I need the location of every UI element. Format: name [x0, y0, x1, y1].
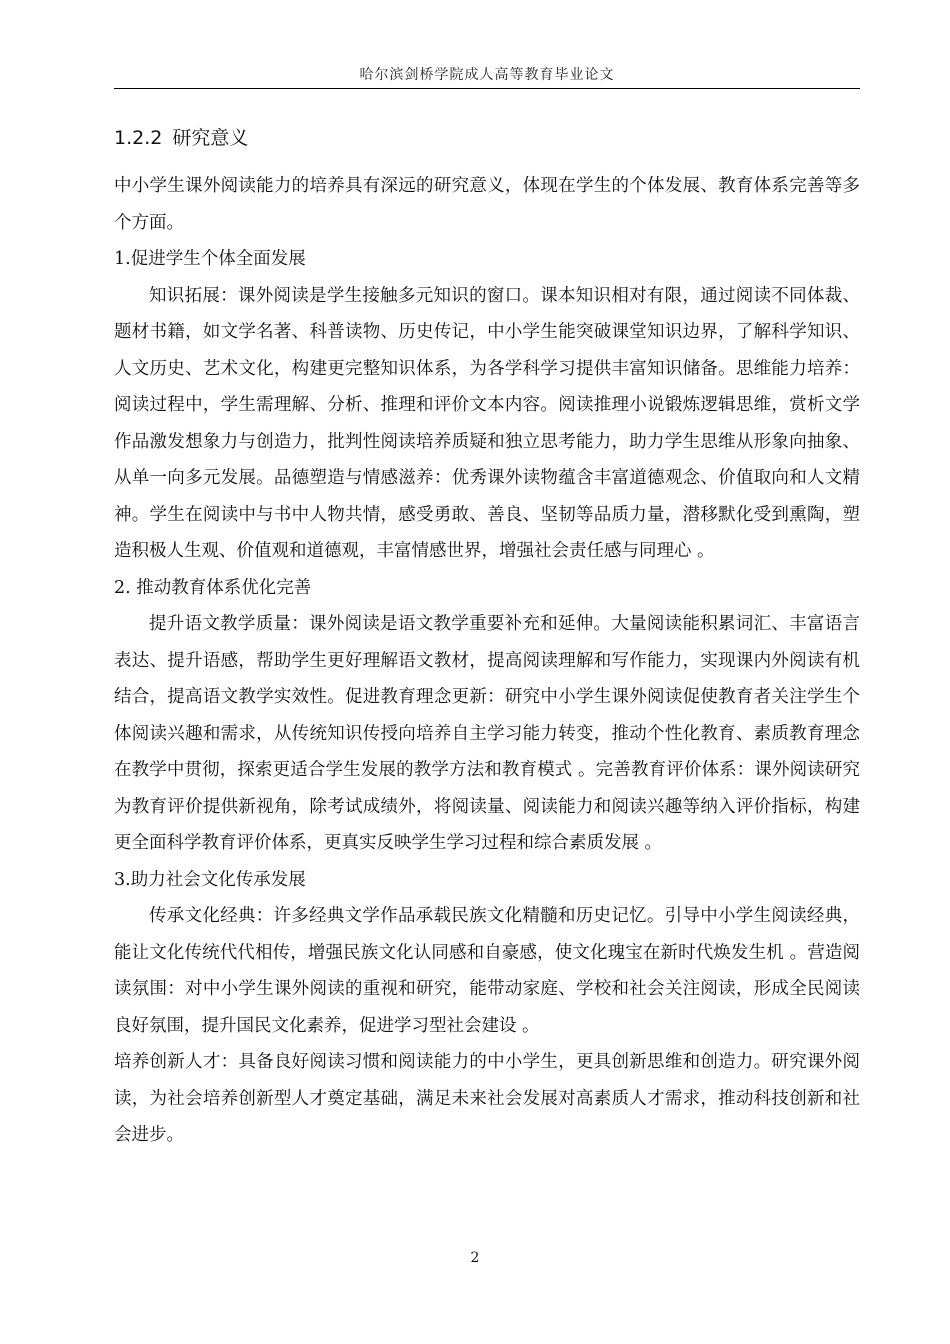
section-title: 研究意义: [172, 127, 249, 149]
subheading-2: 2. 推动教育体系优化完善: [114, 577, 312, 598]
closing-paragraph: 培养创新人才：具备良好阅读习惯和阅读能力的中小学生，更具创新思维和创造力。研究课外阅读，为社会培养创新型人才奠定基础，满足未来社会发展对高素质人才需求，推动科技创新和社会进步。: [114, 1052, 860, 1145]
section-heading: [114, 118, 860, 158]
page-body: [114, 118, 860, 1154]
section-number: 1.2.2: [114, 127, 163, 149]
subheading-1: 1.促进学生个体全面发展: [114, 249, 306, 269]
subheading-3: 3.助力社会文化传承发展: [114, 869, 306, 890]
intro-paragraph: 中小学生课外阅读能力的培养具有深远的研究意义，体现在学生的个体发展、教育体系完善等多个方面。: [114, 176, 860, 233]
running-header: 哈尔滨剑桥学院成人高等教育毕业论文: [359, 67, 615, 83]
paragraph-1: 知识拓展：课外阅读是学生接触多元知识的窗口。课本知识相对有限，通过阅读不同体裁、题材书籍，如文学名著、科普读物、历史传记，中小学生能突破课堂知识边界，了解科学知识、人文历史、艺术文化，构建更完整知识体系，为各学科学习提供丰富知识储备。思维能力培养：阅读过程中，学生需理解、分析、推理和评价文本内容。阅读推理小说锻炼逻辑思维，赏析文学作品激发想象力与创造力，批判性阅读培养质疑和独立思考能力，助力学生思维从形象向抽象、从单一向多元发展。品德塑造与情感滋养：优秀课外读物蕴含丰富道德观念、价值取向和人文精神。学生在阅读中与书中人物共情，感受勇敢、善良、坚韧等品质力量，潜移默化受到熏陶，塑造积极人生观、价值观和道德观，丰富情感世界，增强社会责任感与同理心 。: [114, 285, 860, 561]
paragraph-2: 提升语文教学质量：课外阅读是语文教学重要补充和延伸。大量阅读能积累词汇、丰富语言表达、提升语感，帮助学生更好理解语文教材，提高阅读理解和写作能力，实现课内外阅读有机结合，提高语文教学实效性。促进教育理念更新：研究中小学生课外阅读促使教育者关注学生个体阅读兴趣和需求，从传统知识传授向培养自主学习能力转变，推动个性化教育、素质教育理念在教学中贯彻，探索更适合学生发展的教学方法和教育模式 。完善教育评价体系：课外阅读研究为教育评价提供新视角，除考试成绩外，将阅读量、阅读能力和阅读兴趣等纳入评价指标，构建更全面科学教育评价体系，更真实反映学生学习过程和综合素质发展 。: [114, 614, 860, 853]
paragraph-3: 传承文化经典：许多经典文学作品承载民族文化精髓和历史记忆。引导中小学生阅读经典，能让文化传统代代相传，增强民族文化认同感和自豪感，使文化瑰宝在新时代焕发生机 。营造阅读氛围：对中小学生课外阅读的重视和研究，能带动家庭、学校和社会关注阅读，形成全民阅读良好氛围，提升国民文化素养，促进学习型社会建设 。: [114, 906, 860, 1036]
header-divider: [114, 88, 860, 89]
page-number: 2: [470, 1250, 480, 1266]
